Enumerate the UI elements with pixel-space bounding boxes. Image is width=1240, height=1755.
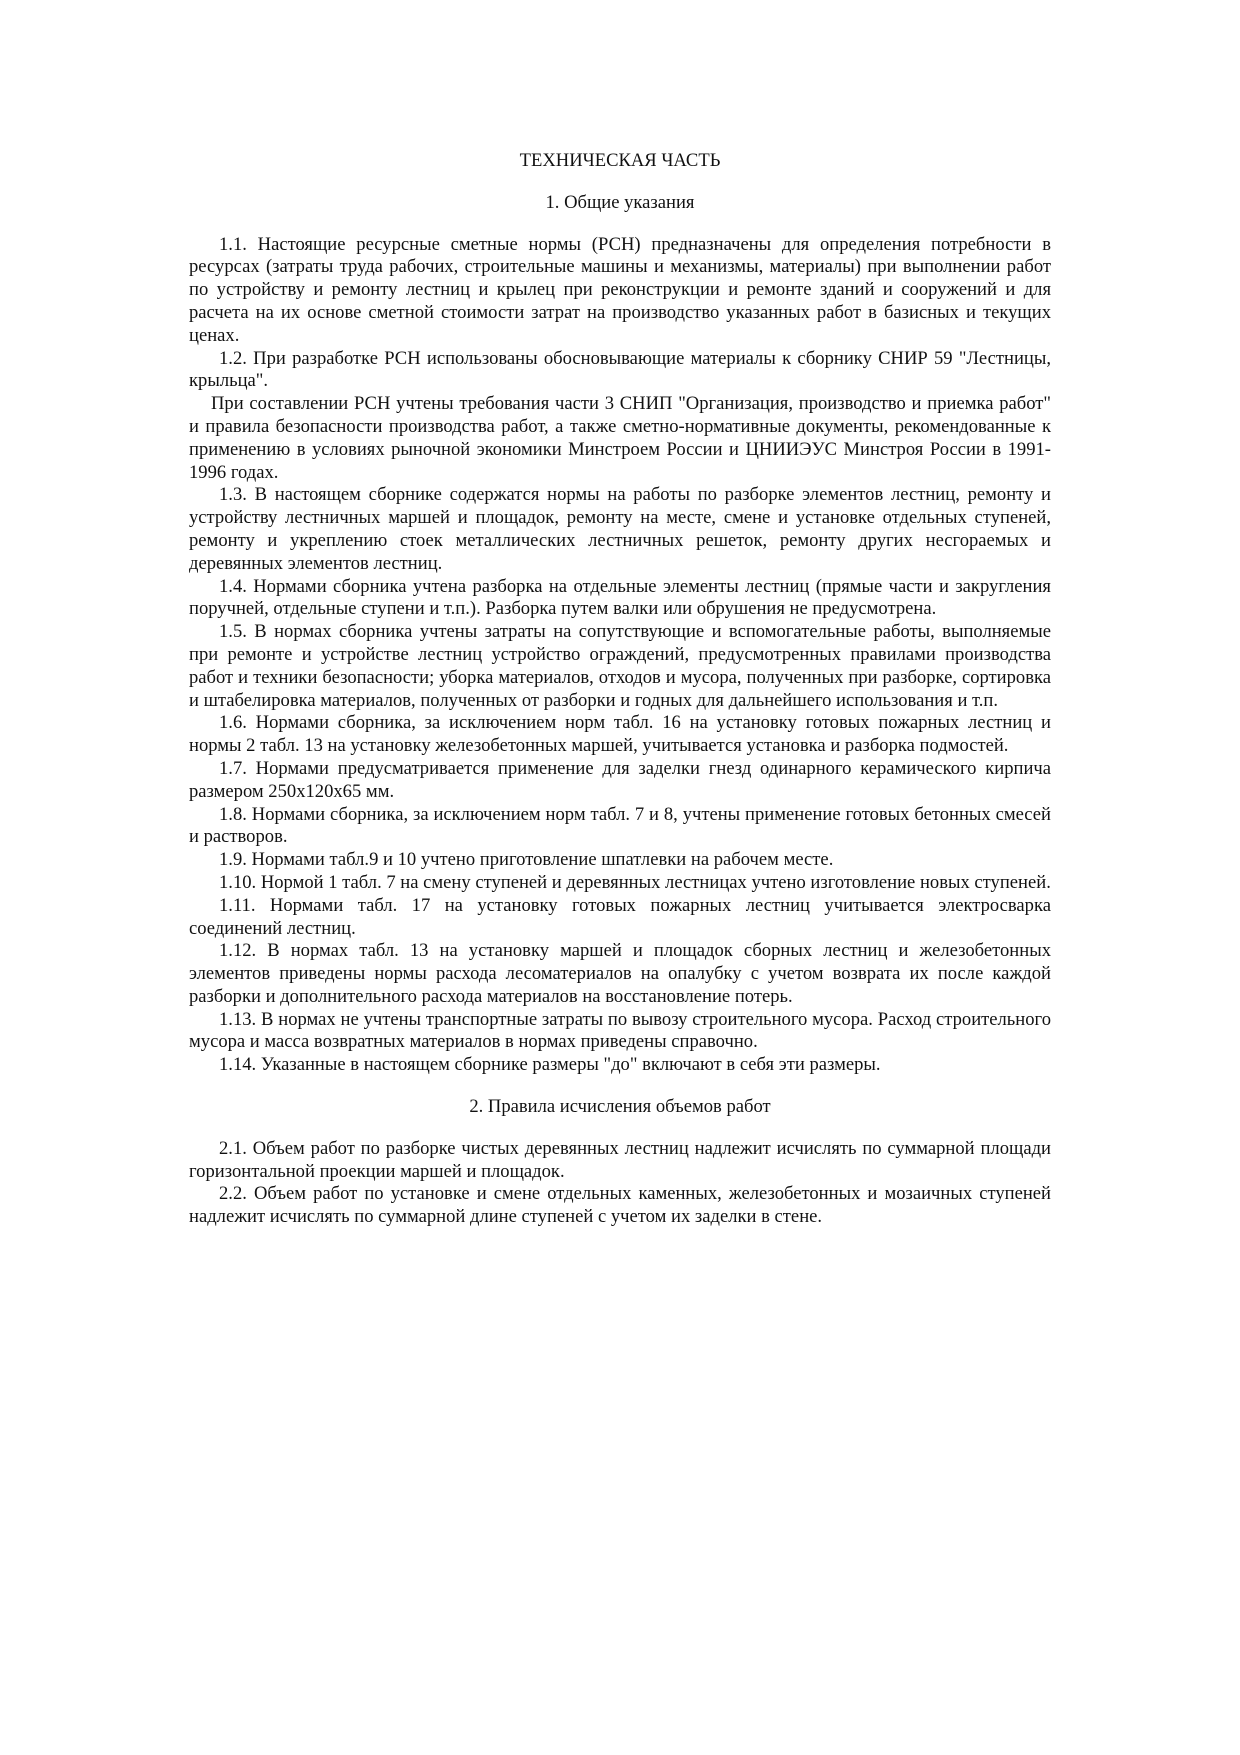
section-heading-general: 1. Общие указания: [545, 191, 695, 213]
document-page: [189, 150, 1051, 1229]
paragraph-1-10: 1.10. Нормой 1 табл. 7 на смену ступеней и деревянных лестницах учтено изготовление новых ступеней.: [219, 871, 1051, 893]
paragraph-1-1: 1.1. Настоящие ресурсные сметные нормы (РСН) предназначены для определения потребности в ресурсах (затраты труда рабочих, строительные машины и механизмы, материалы) при выполнении работ по устройству и ремонту лестниц и крылец при реконструкции и ремонте зданий и сооружений и для расчета на их основе сметной стоимости затрат на производство указанных работ в базисных и текущих ценах.: [189, 233, 1051, 346]
paragraph-1-7: 1.7. Нормами предусматривается применение для заделки гнезд одинарного керамического кирпича размером 250х120х65 мм.: [189, 757, 1051, 802]
paragraph-2-2: 2.2. Объем работ по установке и смене отдельных каменных, железобетонных и мозаичных ступеней надлежит исчислять по суммарной длине ступеней с учетом их заделки в стене.: [189, 1183, 1051, 1228]
paragraph-1-2: 1.2. При разработке РСН использованы обосновывающие материалы к сборнику СНИР 59 "Лестницы, крыльца".: [189, 347, 1051, 392]
paragraph-1-9: 1.9. Нормами табл.9 и 10 учтено приготовление шпатлевки на рабочем месте.: [219, 849, 834, 871]
paragraph-1-14: 1.14. Указанные в настоящем сборнике размеры "до" включают в себя эти размеры.: [219, 1054, 881, 1076]
paragraph-1-6: 1.6. Нормами сборника, за исключением норм табл. 16 на установку готовых пожарных лестниц и нормы 2 табл. 13 на установку железобетонных маршей, учитывается установка и разборка подмостей.: [189, 712, 1051, 757]
section-heading-volume-rules: 2. Правила исчисления объемов работ: [469, 1096, 771, 1118]
paragraph-1-12: 1.12. В нормах табл. 13 на установку маршей и площадок сборных лестниц и железобетонных элементов приведены нормы расхода лесоматериалов на опалубку с учетом возврата их после каждой разборки и дополнительного расхода материалов на восстановление потерь.: [189, 940, 1051, 1007]
paragraph-1-4: 1.4. Нормами сборника учтена разборка на отдельные элементы лестниц (прямые части и закругления поручней, отдельные ступени и т.п.). Разборка путем валки или обрушения не предусмотрена.: [189, 575, 1051, 620]
paragraph-1-13: 1.13. В нормах не учтены транспортные затраты по вывозу строительного мусора. Расход строительного мусора и масса возвратных материалов в нормах приведены справочно.: [189, 1008, 1051, 1053]
paragraph-1-5: 1.5. В нормах сборника учтены затраты на сопутствующие и вспомогательные работы, выполняемые при ремонте и устройстве лестниц устройство ограждений, предусмотренных правилами производства работ и техники безопасности; уборка материалов, отходов и мусора, полученных при разборке, сортировка и штабелировка материалов, полученных от разборки и годных для дальнейшего использования и т.п.: [189, 621, 1051, 711]
document-title: ТЕХНИЧЕСКАЯ ЧАСТЬ: [519, 150, 721, 171]
paragraph-1-3: 1.3. В настоящем сборнике содержатся нормы на работы по разборке элементов лестниц, ремонту и устройству лестничных маршей и площадок, ремонту на месте, смене и установке отдельных ступеней, ремонту и укреплению стоек металлических лестничных решеток, ремонту других несгораемых и деревянных элементов лестниц.: [189, 484, 1051, 574]
paragraph-1-8: 1.8. Нормами сборника, за исключением норм табл. 7 и 8, учтены применение готовых бетонных смесей и растворов.: [189, 803, 1051, 848]
paragraph-1-2-continued: При составлении РСН учтены требования части 3 СНИП "Организация, производство и приемка работ" и правила безопасности производства работ, а также сметно-нормативные документы, рекомендованные к применению в условиях рыночной экономики Минстроем России и ЦНИИЭУС Минстроя России в 1991-1996 годах.: [189, 393, 1051, 483]
paragraph-1-11: 1.11. Нормами табл. 17 на установку готовых пожарных лестниц учитывается электросварка соединений лестниц.: [189, 894, 1051, 939]
paragraph-2-1: 2.1. Объем работ по разборке чистых деревянных лестниц надлежит исчислять по суммарной площади горизонтальной проекции маршей и площадок.: [189, 1137, 1051, 1182]
